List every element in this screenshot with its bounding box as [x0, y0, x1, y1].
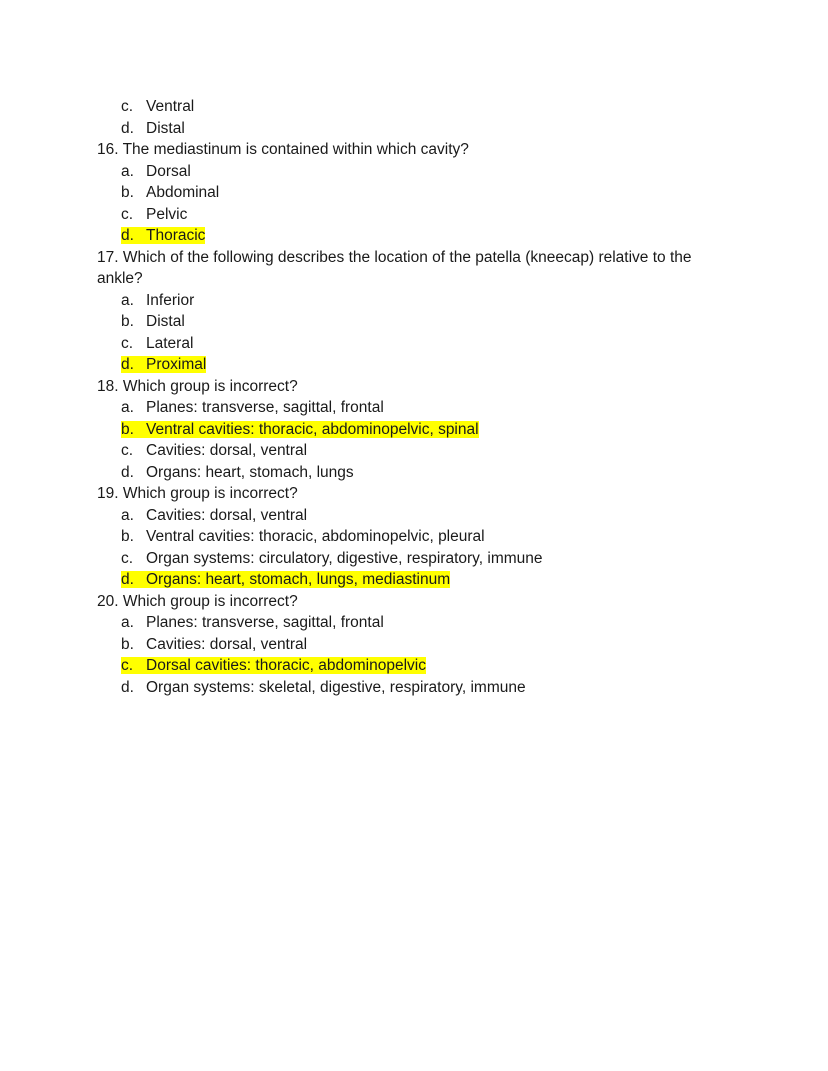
option-text: Ventral — [146, 98, 195, 115]
answer-option — [0, 526, 828, 548]
document-page — [0, 96, 828, 698]
option-letter: c. — [121, 442, 134, 459]
option-text: Cavities: dorsal, ventral — [146, 635, 308, 653]
question-text: 16. The mediastinum is contained within which cavity? — [97, 141, 469, 158]
option-text: Organ systems: skeletal, digestive, respiratory, immune — [146, 678, 526, 696]
answer-option — [0, 462, 828, 484]
answer-option — [0, 290, 828, 312]
option-text: Proximal — [146, 356, 207, 373]
option-letter: b. — [121, 635, 134, 653]
option-content — [121, 120, 185, 137]
option-letter: a. — [121, 399, 134, 416]
option-letter: d. — [121, 571, 134, 588]
answer-option — [0, 634, 828, 656]
option-letter: d. — [121, 463, 134, 481]
option-letter: c. — [121, 549, 134, 567]
question-text: 17. Which of the following describes the location of the patella (kneecap) relative to the ankle? — [97, 248, 692, 287]
option-text: Distal — [146, 313, 185, 330]
option-content — [121, 313, 185, 330]
answer-option — [0, 440, 828, 462]
option-content — [121, 184, 219, 201]
option-text: Dorsal cavities: thoracic, abdominopelvic — [146, 657, 426, 674]
highlight-mark — [121, 571, 450, 588]
option-letter: a. — [121, 506, 134, 524]
option-text: Lateral — [146, 334, 194, 352]
option-text: Distal — [146, 119, 185, 137]
answer-option — [0, 397, 828, 419]
answer-option-highlighted — [0, 354, 828, 376]
option-text: Dorsal — [146, 162, 191, 180]
option-letter: b. — [121, 184, 134, 201]
highlight-mark — [121, 421, 479, 438]
option-content — [121, 507, 307, 524]
option-content — [121, 636, 307, 653]
option-text: Organs: heart, stomach, lungs — [146, 463, 354, 481]
option-letter: b. — [121, 313, 134, 330]
answer-option — [0, 677, 828, 699]
question-text: 19. Which group is incorrect? — [97, 485, 298, 502]
option-letter: d. — [121, 678, 134, 696]
answer-option-highlighted — [0, 225, 828, 247]
option-content — [121, 679, 526, 696]
option-content — [121, 528, 485, 545]
option-content — [121, 550, 543, 567]
option-letter: a. — [121, 614, 134, 631]
answer-option-highlighted — [0, 419, 828, 441]
answer-option — [0, 96, 828, 118]
answer-option-highlighted — [0, 655, 828, 677]
answer-option-highlighted — [0, 569, 828, 591]
option-content — [121, 442, 307, 459]
option-letter: b. — [121, 528, 134, 545]
answer-option — [0, 505, 828, 527]
answer-option — [0, 612, 828, 634]
answer-option — [0, 548, 828, 570]
option-text: Organs: heart, stomach, lungs, mediastinum — [146, 571, 451, 588]
option-text: Planes: transverse, sagittal, frontal — [146, 614, 384, 631]
option-content — [121, 163, 191, 180]
option-content — [121, 292, 194, 309]
question-text: 20. Which group is incorrect? — [97, 592, 298, 610]
option-text: Thoracic — [146, 227, 206, 244]
option-text: Ventral cavities: thoracic, abdominopelvic, pleural — [146, 528, 485, 545]
option-text: Abdominal — [146, 184, 220, 201]
answer-option — [0, 118, 828, 140]
option-letter: c. — [121, 657, 134, 674]
option-letter: b. — [121, 420, 134, 438]
option-text: Pelvic — [146, 205, 188, 223]
option-letter: d. — [121, 227, 134, 244]
option-letter: a. — [121, 291, 134, 309]
answer-option — [0, 204, 828, 226]
option-text: Cavities: dorsal, ventral — [146, 506, 308, 524]
highlight-mark — [121, 657, 426, 674]
option-letter: c. — [121, 98, 134, 115]
option-text: Cavities: dorsal, ventral — [146, 442, 308, 459]
option-content — [121, 614, 384, 631]
highlight-mark — [121, 356, 206, 373]
option-text: Organ systems: circulatory, digestive, respiratory, immune — [146, 549, 543, 567]
option-letter: c. — [121, 334, 134, 352]
option-letter: d. — [121, 356, 134, 373]
answer-option — [0, 161, 828, 183]
option-content — [121, 335, 193, 352]
highlight-mark — [121, 227, 205, 244]
option-text: Ventral cavities: thoracic, abdominopelvic, spinal — [146, 420, 479, 438]
option-content — [121, 464, 354, 481]
option-content — [121, 206, 187, 223]
option-letter: a. — [121, 162, 134, 180]
answer-option — [0, 182, 828, 204]
option-content — [121, 98, 194, 115]
option-text: Planes: transverse, sagittal, frontal — [146, 399, 384, 416]
option-letter: d. — [121, 119, 134, 137]
answer-option — [0, 333, 828, 355]
option-text: Inferior — [146, 291, 195, 309]
question-text: 18. Which group is incorrect? — [97, 377, 298, 395]
answer-option — [0, 311, 828, 333]
option-content — [121, 399, 384, 416]
option-letter: c. — [121, 205, 134, 223]
